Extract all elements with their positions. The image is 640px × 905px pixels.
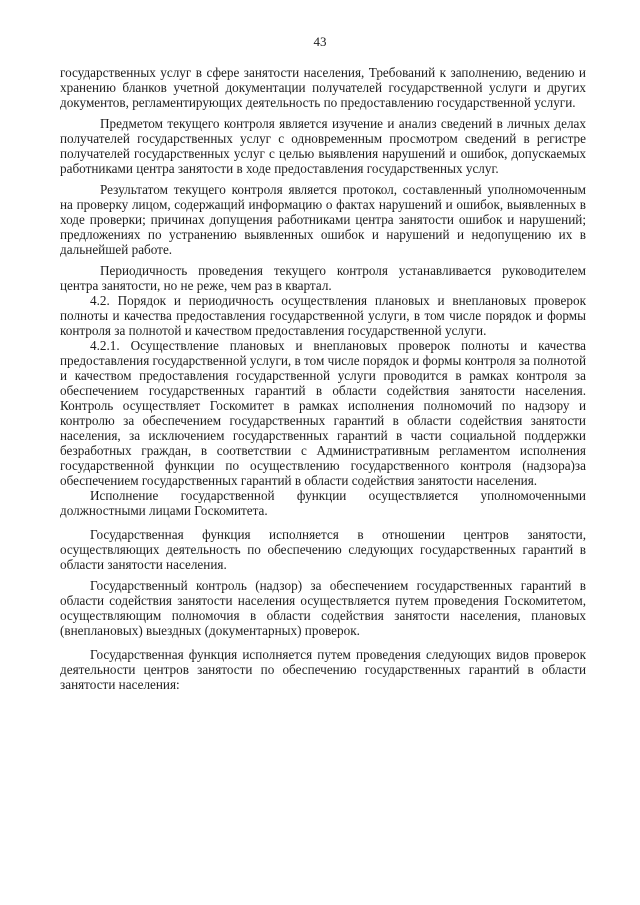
paragraph-function-scope: Государственная функция исполняется в отношении центров занятости, осуществляющих деятельность по обеспечению следующих государственных гарантий в области занятости населения. xyxy=(60,527,586,572)
page-number: 43 xyxy=(313,34,327,49)
paragraph-section-4-2-1: 4.2.1. Осуществление плановых и внеплановых проверок полноты и качества предоставления государственной услуги, в том числе порядок и формы контроля за полнотой и качеством предоставления государственной услуги проводится в рамках контроля за обеспечением государственных гарантий в области содействия занятости населения. Контроль осуществляет Госкомитет в рамках исполнения полномочий по надзору и контролю за обеспечением государственных гарантий в области содействия занятости населения, за исключением государственных гарантий в части социальной поддержки безработных граждан, в соответствии с Административным регламентом исполнения государственной функции по осуществлению государственного контроля (надзора)за обеспечением государственных гарантий в области содействия занятости населения. xyxy=(60,338,587,488)
document-body xyxy=(60,65,586,692)
paragraph-function-execution: Исполнение государственной функции осуществляется уполномоченными должностными лицами Госкомитета. xyxy=(60,488,586,518)
paragraph-control-result: Результатом текущего контроля является протокол, составленный уполномоченным на проверку лицом, содержащий информацию о фактах нарушений и ошибок, выявленных в ходе проверки; причинах допущения работниками центра занятости ошибок и нарушений; предложениях по устранению выявленных ошибок и нарушений и недопущению их в дальнейшей работе. xyxy=(60,182,586,257)
paragraph-state-control: Государственный контроль (надзор) за обеспечением государственных гарантий в области содействия занятости населения осуществляется путем проведения Госкомитетом, осуществляющим полномочия в области содействия занятости населения, плановых (внеплановых) выездных (документарных) проверок. xyxy=(60,578,586,638)
paragraph-continuation: государственных услуг в сфере занятости населения, Требований к заполнению, ведению и хранению бланков учетной документации получателей государственной услуги и других документов, регламентирующих деятельность по предоставлению государственной услуги. xyxy=(60,65,586,110)
paragraph-section-4-2: 4.2. Порядок и периодичность осуществления плановых и внеплановых проверок полноты и качества предоставления государственной услуги, в том числе порядок и формы контроля за полнотой и качеством предоставления государственной услуги. xyxy=(60,293,586,338)
paragraph-subject-of-control: Предметом текущего контроля является изучение и анализ сведений в личных делах получателей государственных услуг с одновременным просмотром сведений в регистре получателей государственных услуг с целью выявления нарушений и ошибок, допускаемых работниками центра занятости в ходе предоставления государственных услуг. xyxy=(60,116,586,176)
paragraph-inspection-types: Государственная функция исполняется путем проведения следующих видов проверок деятельности центров занятости по обеспечению государственных гарантий в области занятости населения: xyxy=(60,647,586,692)
paragraph-periodicity: Периодичность проведения текущего контроля устанавливается руководителем центра занятости, но не реже, чем раз в квартал. xyxy=(60,263,586,293)
